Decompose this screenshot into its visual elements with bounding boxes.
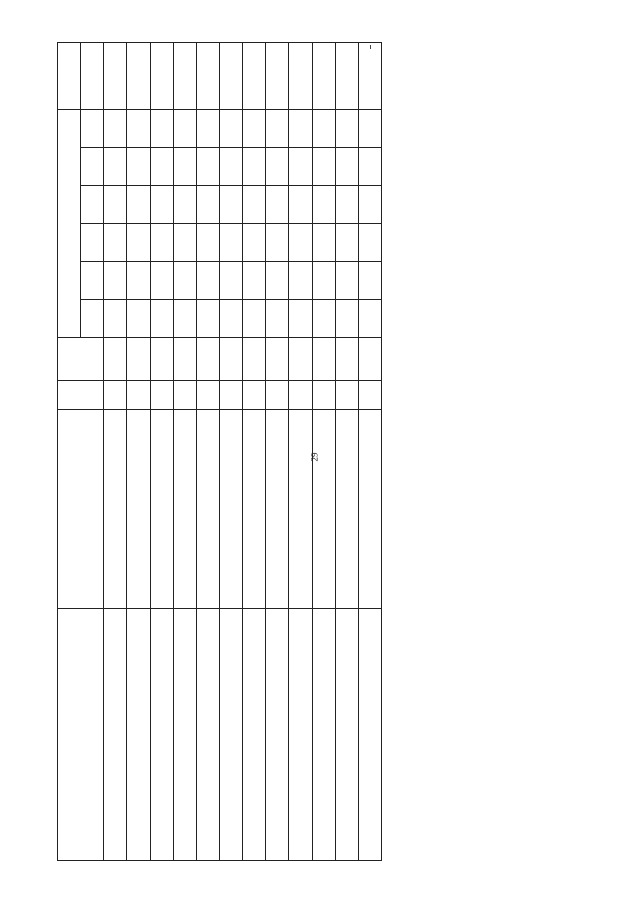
table-cell xyxy=(243,609,266,861)
table-cell xyxy=(150,43,173,110)
header-code-block xyxy=(58,609,104,861)
table-cell xyxy=(173,224,196,262)
table-cell xyxy=(127,43,150,110)
table-row xyxy=(358,43,381,861)
table-cell xyxy=(358,381,381,410)
header-name xyxy=(58,410,104,609)
table-row xyxy=(335,43,358,861)
header-unit xyxy=(58,381,104,410)
table-cell xyxy=(266,300,289,338)
table-cell xyxy=(219,43,242,110)
table-cell xyxy=(243,410,266,609)
table-cell xyxy=(243,110,266,148)
table-cell xyxy=(312,186,335,224)
index-cell xyxy=(104,300,127,338)
index-cell xyxy=(104,186,127,224)
table-cell xyxy=(150,609,173,861)
table-cell xyxy=(335,224,358,262)
header-year xyxy=(81,186,104,224)
table-cell xyxy=(173,148,196,186)
table-cell xyxy=(243,224,266,262)
table-cell xyxy=(219,148,242,186)
table-cell xyxy=(150,262,173,300)
table-cell xyxy=(289,262,312,300)
table-cell xyxy=(219,300,242,338)
table-cell xyxy=(150,300,173,338)
table-cell xyxy=(219,410,242,609)
index-cell xyxy=(104,410,127,609)
table-cell xyxy=(309,410,335,609)
table-cell xyxy=(243,43,266,110)
table-cell xyxy=(266,262,289,300)
table-cell xyxy=(243,300,266,338)
table-cell xyxy=(150,338,173,381)
table-cell xyxy=(150,224,173,262)
table-cell xyxy=(196,148,219,186)
table-cell xyxy=(127,148,150,186)
header-year xyxy=(81,148,104,186)
table-cell xyxy=(196,186,219,224)
table-cell xyxy=(196,43,219,110)
table-cell xyxy=(289,110,312,148)
index-cell xyxy=(104,609,127,861)
table-cell xyxy=(196,609,219,861)
table-cell xyxy=(196,110,219,148)
table-row xyxy=(150,43,173,861)
table-cell xyxy=(358,148,381,186)
table-cell xyxy=(289,148,312,186)
table-cell xyxy=(335,338,358,381)
table-cell xyxy=(289,300,312,338)
table-cell xyxy=(335,410,358,609)
index-cell xyxy=(104,381,127,410)
header-base-year xyxy=(58,338,104,381)
table-cell xyxy=(266,410,289,609)
table-row xyxy=(196,43,219,861)
header-years-group xyxy=(58,110,81,338)
index-cell xyxy=(104,148,127,186)
table-cell xyxy=(358,110,381,148)
table-cell xyxy=(173,186,196,224)
table-cell xyxy=(127,609,150,861)
table-cell xyxy=(127,410,150,609)
table-cell xyxy=(312,43,335,110)
table-cell xyxy=(289,186,312,224)
header-year xyxy=(81,300,104,338)
table-cell xyxy=(150,148,173,186)
table-cell xyxy=(219,262,242,300)
table-cell xyxy=(150,381,173,410)
table-cell xyxy=(312,148,335,186)
table-cell xyxy=(243,148,266,186)
table-cell xyxy=(173,262,196,300)
table-cell xyxy=(358,609,381,861)
table-cell xyxy=(289,381,312,410)
table-cell xyxy=(173,410,196,609)
table-cell xyxy=(173,43,196,110)
column-index-row xyxy=(104,43,127,861)
table-cell xyxy=(266,186,289,224)
table-cell xyxy=(173,110,196,148)
table-cell xyxy=(312,338,335,381)
table-cell xyxy=(266,609,289,861)
table-cell xyxy=(289,43,312,110)
table-cell xyxy=(127,338,150,381)
table-cell xyxy=(127,381,150,410)
table-cell xyxy=(219,186,242,224)
table-cell xyxy=(335,300,358,338)
table-cell xyxy=(266,110,289,148)
index-cell xyxy=(104,224,127,262)
table-cell xyxy=(358,410,381,609)
table-cell xyxy=(266,381,289,410)
table-cell xyxy=(289,609,312,861)
index-cell xyxy=(104,338,127,381)
table-cell xyxy=(219,381,242,410)
table-cell xyxy=(335,43,358,110)
table-row xyxy=(266,43,289,861)
table-cell xyxy=(312,110,335,148)
table-cell xyxy=(266,224,289,262)
table-cell xyxy=(335,110,358,148)
table-cell xyxy=(312,262,335,300)
table-row xyxy=(312,43,335,861)
table-cell xyxy=(196,300,219,338)
table-row xyxy=(289,43,312,861)
table-cell xyxy=(173,609,196,861)
table-cell xyxy=(266,148,289,186)
table-cell xyxy=(358,300,381,338)
table-cell xyxy=(127,300,150,338)
table-cell xyxy=(219,609,242,861)
table-cell xyxy=(219,224,242,262)
table-cell xyxy=(335,381,358,410)
header-year xyxy=(81,110,104,148)
table-cell xyxy=(127,262,150,300)
table-cell xyxy=(358,262,381,300)
table-cell xyxy=(266,43,289,110)
table-cell xyxy=(243,186,266,224)
table-cell xyxy=(196,410,219,609)
table-cell xyxy=(312,609,335,861)
header-target-group xyxy=(58,43,81,110)
index-cell xyxy=(104,110,127,148)
header-target-value xyxy=(81,43,104,110)
table-cell xyxy=(358,224,381,262)
table-cell xyxy=(219,338,242,381)
program-indicators-table xyxy=(57,42,382,861)
table-cell xyxy=(196,381,219,410)
index-cell xyxy=(104,262,127,300)
table-cell xyxy=(335,262,358,300)
table-cell xyxy=(358,43,381,110)
table-cell xyxy=(289,338,312,381)
table-cell xyxy=(127,224,150,262)
table-header-row-1 xyxy=(58,43,81,861)
table-cell xyxy=(219,110,242,148)
table-cell xyxy=(312,300,335,338)
table-cell xyxy=(196,224,219,262)
table-cell xyxy=(173,381,196,410)
table-cell xyxy=(243,262,266,300)
header-year xyxy=(81,224,104,262)
table-cell xyxy=(335,148,358,186)
table-cell xyxy=(312,224,335,262)
table-cell xyxy=(196,338,219,381)
header-year xyxy=(81,262,104,300)
table-cell xyxy=(173,300,196,338)
table-row xyxy=(127,43,150,861)
table-cell xyxy=(358,186,381,224)
index-cell xyxy=(104,43,127,110)
table-cell xyxy=(243,381,266,410)
table-cell xyxy=(127,110,150,148)
table-cell xyxy=(312,381,335,410)
document-sheet xyxy=(57,43,382,861)
table-cell xyxy=(289,410,312,609)
table-cell xyxy=(335,186,358,224)
table-cell xyxy=(196,262,219,300)
table-row xyxy=(173,43,196,861)
page-number: 29 xyxy=(309,452,320,462)
table-row xyxy=(219,43,242,861)
table-row xyxy=(243,43,266,861)
table-cell xyxy=(173,338,196,381)
table-cell xyxy=(150,186,173,224)
table-cell xyxy=(127,186,150,224)
table-cell xyxy=(150,410,173,609)
table-cell xyxy=(358,338,381,381)
table-cell xyxy=(266,338,289,381)
table-cell xyxy=(335,609,358,861)
table-cell xyxy=(243,338,266,381)
table-cell xyxy=(150,110,173,148)
table-cell xyxy=(289,224,312,262)
